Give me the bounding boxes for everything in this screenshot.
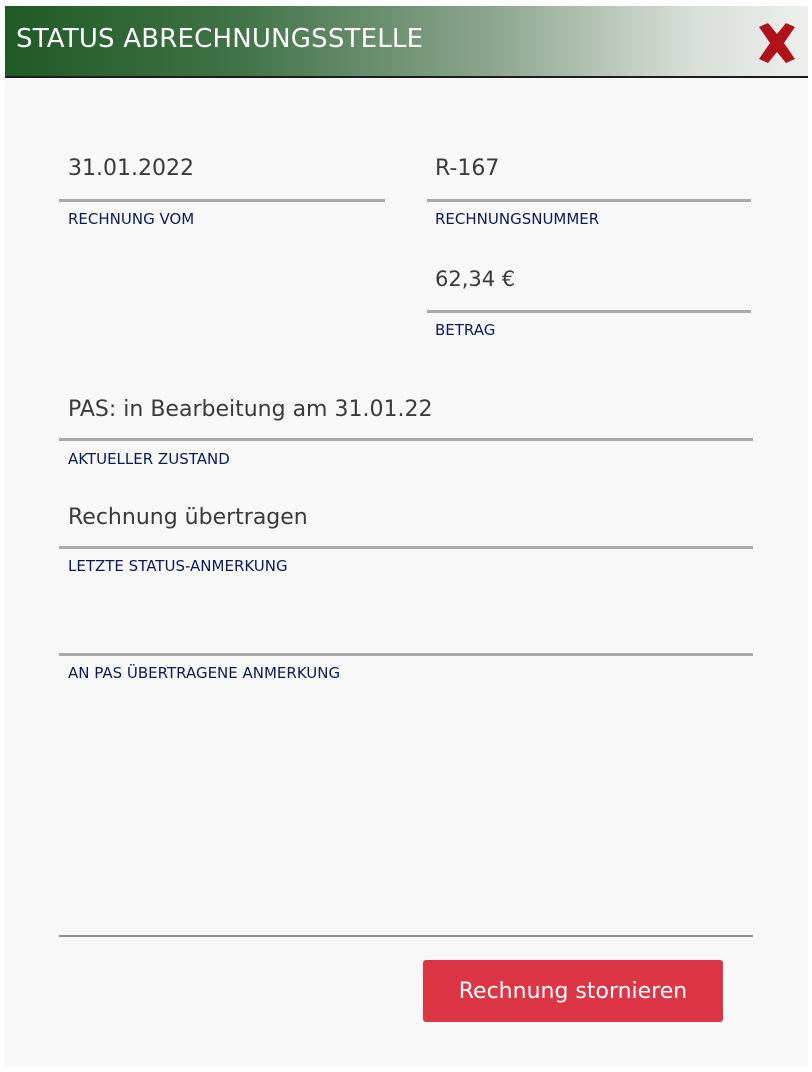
invoice-date-underline — [59, 199, 385, 202]
invoice-number-label: RECHNUNGSNUMMER — [435, 210, 600, 228]
current-state-underline — [59, 438, 753, 441]
amount-underline — [427, 310, 751, 313]
amount-value: 62,34 € — [435, 267, 516, 291]
bottom-divider — [59, 935, 753, 937]
close-icon — [752, 18, 802, 68]
last-status-note-label: LETZTE STATUS-ANMERKUNG — [68, 557, 288, 575]
invoice-date-label: RECHNUNG VOM — [68, 210, 195, 228]
transmitted-note-underline — [59, 653, 753, 656]
current-state-label: AKTUELLER ZUSTAND — [68, 450, 230, 468]
dialog-header — [5, 6, 808, 78]
transmitted-note-label: AN PAS ÜBERTRAGENE ANMERKUNG — [68, 664, 341, 682]
amount-label: BETRAG — [435, 321, 496, 339]
current-state-value: PAS: in Bearbeitung am 31.01.22 — [68, 397, 433, 422]
last-status-note-underline — [59, 546, 753, 549]
dialog-title: STATUS ABRECHNUNGSSTELLE — [16, 24, 424, 54]
invoice-number-value: R-167 — [435, 156, 500, 181]
invoice-number-underline — [427, 199, 751, 202]
cancel-invoice-button[interactable]: Rechnung stornieren — [423, 960, 723, 1022]
status-dialog — [5, 6, 808, 1066]
close-button[interactable] — [752, 18, 802, 68]
last-status-note-value: Rechnung übertragen — [68, 505, 308, 530]
invoice-date-value: 31.01.2022 — [68, 156, 194, 181]
